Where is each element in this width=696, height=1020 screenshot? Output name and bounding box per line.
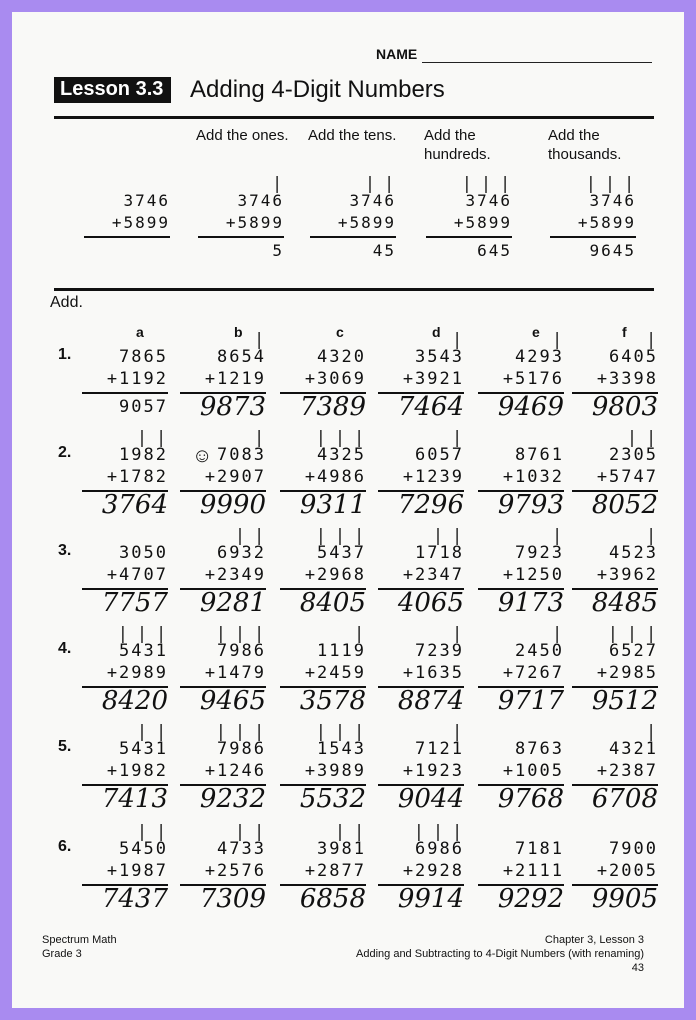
addition-problem [372,822,464,914]
addend-top: 7986 [217,641,266,661]
addition-problem [76,722,168,814]
addend-top: 7900 [609,839,658,859]
column-letter: f [622,324,627,340]
addend-top: 4325 [317,445,366,465]
addend-top: 5450 [119,839,168,859]
addend-top: 3746 [237,191,284,210]
handwritten-answer: 4065 [397,588,464,618]
sum-bar [84,236,170,238]
handwritten-answer: 9768 [497,784,564,814]
addend-top: 3981 [317,839,366,859]
handwritten-answer: 7389 [299,392,366,422]
row-number: 2. [58,444,72,461]
handwritten-answer: 8420 [101,686,168,716]
addend-bottom: +5899 [111,213,170,232]
addend-top: 8763 [515,739,564,759]
row-number: 4. [58,640,72,657]
printed-answer: 9057 [119,397,168,417]
addend-top: 5431 [119,739,168,759]
addition-problem [472,624,564,716]
addition-problem [372,526,464,618]
addend-top: 1982 [119,445,168,465]
handwritten-answer: 9873 [199,392,266,422]
addition-problem [274,722,366,814]
addend-bottom: +2576 [204,861,266,881]
handwritten-answer: 8052 [591,490,658,520]
addend-top: 5437 [317,543,366,563]
addend-top: 3746 [349,191,396,210]
lesson-title: Adding 4-Digit Numbers [190,76,445,103]
footer-left [42,933,117,961]
handwritten-answer: 8874 [397,686,464,716]
addend-top: 7865 [119,347,168,367]
addition-problem [472,738,564,812]
addition-problem [76,428,168,520]
carry-marks: | | | [416,822,464,842]
addend-top: 7181 [515,839,564,859]
addend-bottom: +7267 [502,663,564,683]
addend-bottom: +2968 [304,565,366,585]
carry-marks: | | [237,526,266,546]
addend-top: 7083 [217,445,266,465]
carry-marks: | | [337,822,366,842]
carry-marks: | [454,330,464,350]
addend-bottom: +5899 [337,213,396,232]
addend-bottom: +2347 [402,565,464,585]
printed-answer: 645 [477,241,512,260]
handwritten-answer: 9311 [299,490,366,520]
handwritten-answer: 9469 [497,392,564,422]
footer-grade: Grade 3 [42,948,82,960]
handwritten-answer: 9803 [591,392,658,422]
printed-answer: 5 [272,241,284,260]
carry-marks: | | | [588,174,636,194]
addend-bottom: +1219 [204,369,266,389]
section-rule [54,288,654,291]
addition-problem [544,174,636,264]
addend-top: 6986 [415,839,464,859]
handwritten-answer: 7757 [101,588,168,618]
handwritten-answer: 9044 [397,784,464,814]
handwritten-answer: 7437 [101,884,168,914]
addend-bottom: +1635 [402,663,464,683]
row-number: 6. [58,838,72,855]
addend-top: 1718 [415,543,464,563]
addition-problem [420,174,512,264]
carry-marks: | [454,624,464,644]
addend-bottom: +1982 [106,761,168,781]
carry-marks: | [256,428,266,448]
handwritten-answer: 8405 [299,588,366,618]
addition-problem [78,190,170,238]
addend-bottom: +3921 [402,369,464,389]
carry-marks: | [356,624,366,644]
addition-problem [274,526,366,618]
row-number: 5. [58,738,72,755]
addend-bottom: +5176 [502,369,564,389]
carry-marks: | | [367,174,396,194]
carry-marks: | | [629,428,658,448]
handwritten-answer: 7296 [397,490,464,520]
handwritten-answer: 9281 [199,588,266,618]
addition-problem [566,526,658,618]
handwritten-answer: 6858 [299,884,366,914]
addend-top: 6932 [217,543,266,563]
addend-bottom: +2928 [402,861,464,881]
carry-marks: | | | [318,722,366,742]
addition-problem [372,624,464,716]
addend-top: 4293 [515,347,564,367]
addend-bottom: +1987 [106,861,168,881]
footer-page-number: 43 [631,962,644,974]
addition-problem [566,838,658,912]
carry-marks: | | | [318,428,366,448]
carry-marks: | | | [318,526,366,546]
addend-bottom: +1192 [106,369,168,389]
handwritten-answer: 7309 [199,884,266,914]
addend-bottom: +4707 [106,565,168,585]
addend-bottom: +2111 [502,861,564,881]
handwritten-answer: 9990 [199,490,266,520]
addend-top: 3543 [415,347,464,367]
addend-bottom: +4986 [304,467,366,487]
addend-bottom: +1923 [402,761,464,781]
addition-problem [472,444,564,518]
handwritten-answer: 9465 [199,686,266,716]
handwritten-answer: 9914 [397,884,464,914]
addend-top: 2305 [609,445,658,465]
addend-top: 4321 [609,739,658,759]
addend-bottom: +2989 [106,663,168,683]
addition-problem [372,722,464,814]
addend-bottom: +3989 [304,761,366,781]
addition-problem [472,526,564,618]
addend-top: 6057 [415,445,464,465]
addend-top: 6527 [609,641,658,661]
addend-bottom: +5899 [577,213,636,232]
carry-marks: | | | [610,624,658,644]
column-letter: b [234,324,243,340]
carry-marks: | [256,330,266,350]
name-label: NAME [376,46,418,62]
carry-marks: | | [139,822,168,842]
handwritten-answer: 3764 [101,490,168,520]
handwritten-answer: 6708 [591,784,658,814]
addition-problem [174,526,266,618]
handwritten-answer: 7464 [397,392,464,422]
addition-problem [566,624,658,716]
addend-top: 7986 [217,739,266,759]
footer-brand: Spectrum Math [42,934,117,946]
addition-problem [372,330,464,422]
addend-top: 7239 [415,641,464,661]
addend-top: 3746 [123,191,170,210]
addend-bottom: +2907 [204,467,266,487]
addend-top: 2450 [515,641,564,661]
addition-problem [304,174,396,264]
addition-problem [274,624,366,716]
addend-bottom: +2005 [596,861,658,881]
addend-top: 3746 [589,191,636,210]
addend-bottom: +5899 [453,213,512,232]
step-heading: Add the tens. [308,127,397,144]
handwritten-answer: 9173 [497,588,564,618]
carry-marks: | | [139,722,168,742]
step-heading: Add the ones. [196,127,289,144]
carry-marks: | | [139,428,168,448]
carry-marks: | | | [218,722,266,742]
handwritten-answer: 9905 [591,884,658,914]
instruction-label: Add. [50,294,83,311]
row-number: 3. [58,542,72,559]
addend-bottom: +5899 [225,213,284,232]
lesson-badge: Lesson 3.3 [54,77,171,103]
addition-problem [174,822,266,914]
handwritten-answer: 9512 [591,686,658,716]
addition-problem [566,428,658,520]
addend-top: 3050 [119,543,168,563]
addend-top: 4523 [609,543,658,563]
addend-bottom: +2387 [596,761,658,781]
addend-bottom: +2877 [304,861,366,881]
handwritten-answer: 9717 [497,686,564,716]
addition-problem [192,174,284,264]
carry-marks: | | [435,526,464,546]
addend-bottom: +1479 [204,663,266,683]
carry-marks: | [554,330,564,350]
printed-answer: 9645 [589,241,636,260]
addend-top: 6405 [609,347,658,367]
addition-problem [76,346,168,420]
step-heading: Add the thousands. [548,127,622,163]
addition-problem [372,428,464,520]
printed-answer: 45 [372,241,396,260]
addend-top: 4733 [217,839,266,859]
addend-bottom: +2459 [304,663,366,683]
handwritten-answer: 3578 [299,686,366,716]
addend-top: 3746 [465,191,512,210]
footer-right [356,933,644,975]
addend-bottom: +1782 [106,467,168,487]
addend-bottom: +3069 [304,369,366,389]
carry-marks: | | | [120,624,168,644]
addition-problem [76,624,168,716]
carry-marks: | [454,428,464,448]
handwritten-answer: 9793 [497,490,564,520]
worksheet-page [12,12,684,1008]
addend-top: 5431 [119,641,168,661]
addend-bottom: +1246 [204,761,266,781]
carry-marks: | [554,526,564,546]
addition-problem [566,330,658,422]
addend-bottom: +3398 [596,369,658,389]
column-letter: a [136,324,144,340]
addition-problem [174,624,266,716]
addend-top: 7923 [515,543,564,563]
smiley-doodle-icon: ☺ [192,445,213,467]
handwritten-answer: 7413 [101,784,168,814]
addition-problem [274,822,366,914]
carry-marks: | | | [464,174,512,194]
header-rule [54,116,654,119]
addend-top: 8654 [217,347,266,367]
addend-top: 7121 [415,739,464,759]
handwritten-answer: 9292 [497,884,564,914]
addition-problem [174,330,266,422]
footer-chapter: Chapter 3, Lesson 3 [544,934,644,946]
addend-bottom: +1250 [502,565,564,585]
addition-problem [274,428,366,520]
carry-marks: | | | [218,624,266,644]
step-heading: Add the hundreds. [424,127,491,163]
carry-marks: | [648,526,658,546]
addend-top: 4320 [317,347,366,367]
addition-problem [472,838,564,912]
addend-top: 1543 [317,739,366,759]
name-line [422,62,652,63]
addition-problem [472,330,564,422]
handwritten-answer: 9232 [199,784,266,814]
addition-problem [274,346,366,420]
column-letter: e [532,324,540,340]
footer-topic: Adding and Subtracting to 4-Digit Numbers (with renaming) [356,948,644,960]
carry-marks: | [648,722,658,742]
row-number: 1. [58,346,72,363]
column-letter: c [336,324,344,340]
addend-top: 1119 [317,641,366,661]
addend-bottom: +5747 [596,467,658,487]
addition-problem [76,822,168,914]
addition-problem [566,722,658,814]
carry-marks: | | [237,822,266,842]
addend-bottom: +3962 [596,565,658,585]
addend-bottom: +1005 [502,761,564,781]
addend-bottom: +2349 [204,565,266,585]
carry-marks: | [648,330,658,350]
handwritten-answer: 8485 [591,588,658,618]
addend-bottom: +2985 [596,663,658,683]
addition-problem [174,428,266,520]
handwritten-answer: 5532 [299,784,366,814]
carry-marks: | [454,722,464,742]
addition-problem [174,722,266,814]
addition-problem [76,542,168,616]
carry-marks: | [554,624,564,644]
addend-bottom: +1239 [402,467,464,487]
addend-top: 8761 [515,445,564,465]
column-letter: d [432,324,441,340]
carry-marks: | [274,174,284,194]
addend-bottom: +1032 [502,467,564,487]
